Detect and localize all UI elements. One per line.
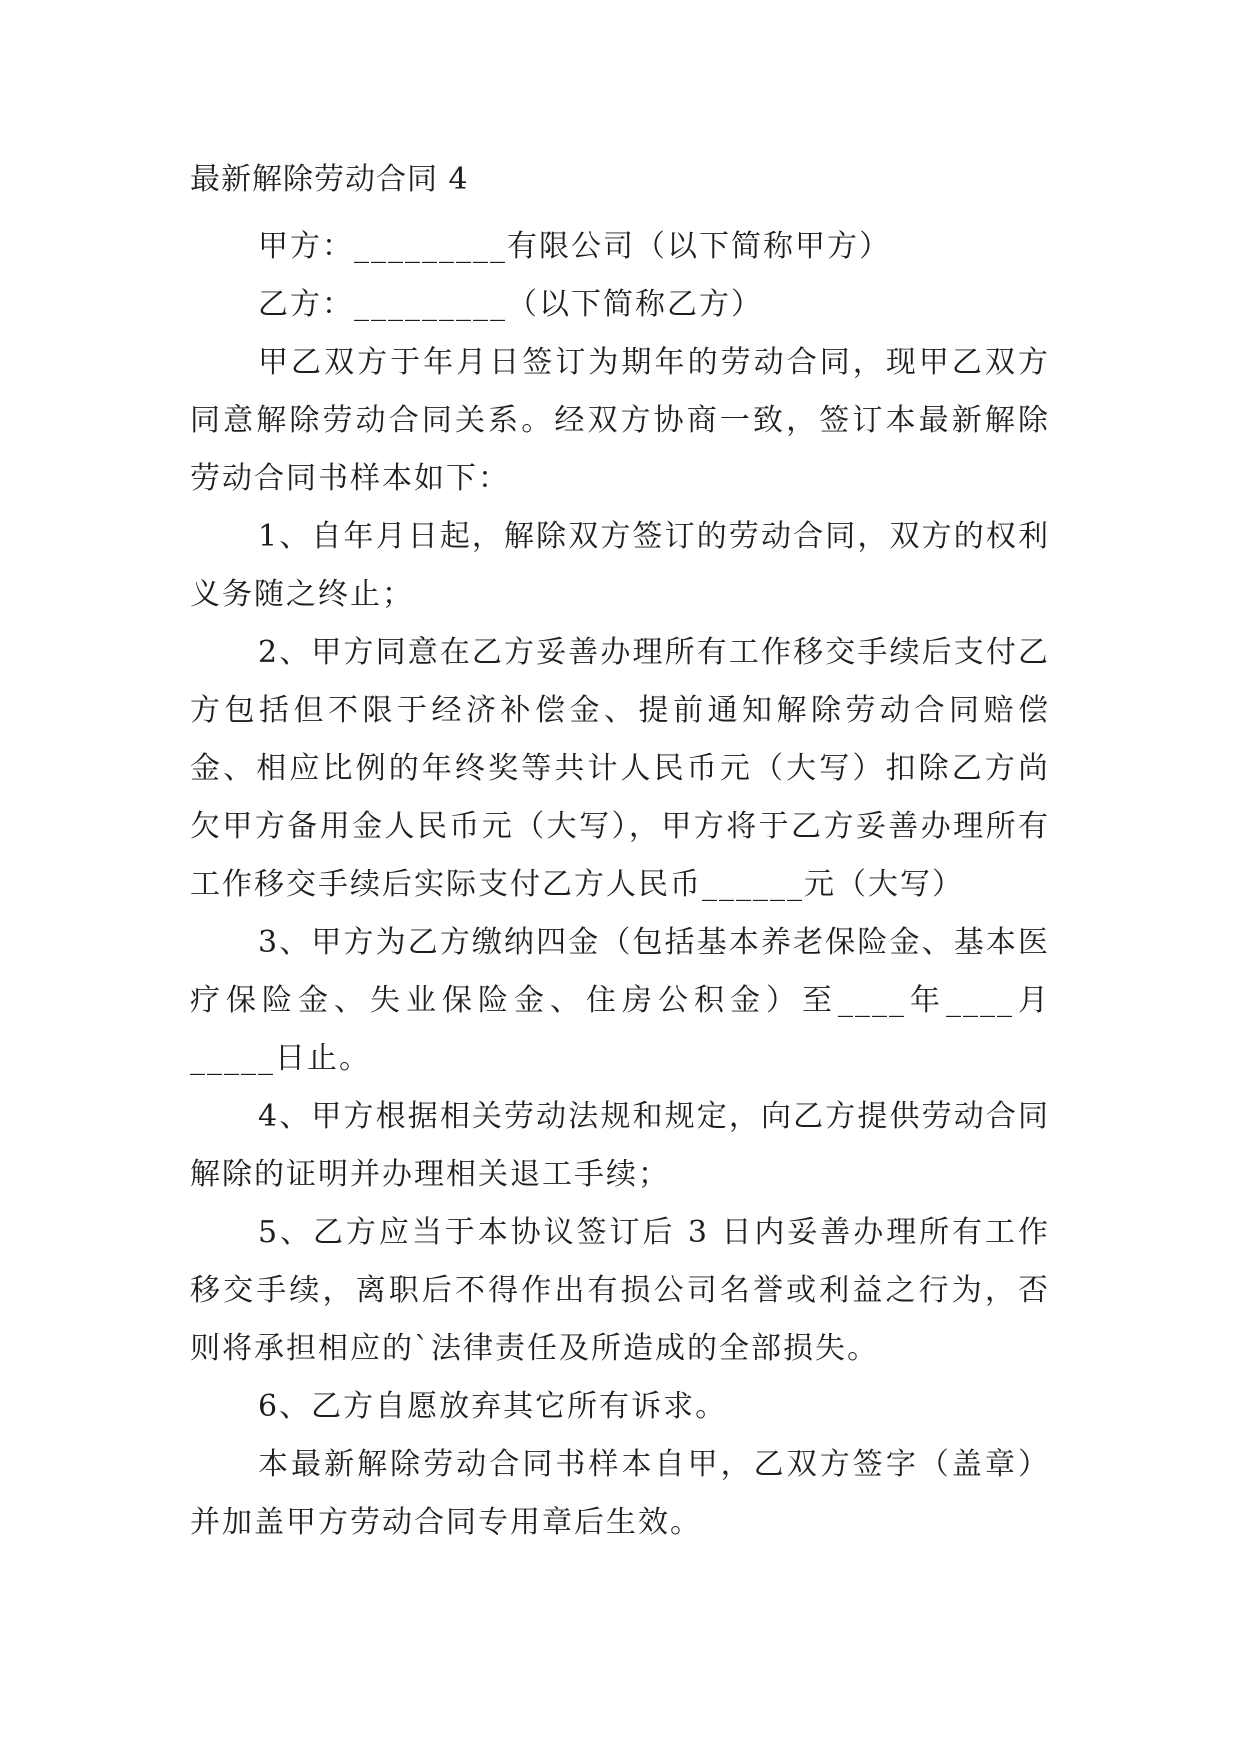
clause-2: 2、甲方同意在乙方妥善办理所有工作移交手续后支付乙方包括但不限于经济补偿金、提前通知解除劳动合同赔偿金、相应比例的年终奖等共计人民币元（大写）扣除乙方尚欠甲方备用金人民币元（大写），甲方将于乙方妥善办理所有工作移交手续后实际支付乙方人民币______元（大写） <box>190 635 1050 902</box>
closing-paragraph: 本最新解除劳动合同书样本自甲，乙双方签字（盖章）并加盖甲方劳动合同专用章后生效。 <box>190 1447 1050 1540</box>
clause-6: 6、乙方自愿放弃其它所有诉求。 <box>258 1389 728 1424</box>
document-title: 最新解除劳动合同 4 <box>190 162 469 197</box>
party-a-line: 甲方：_________有限公司（以下简称甲方） <box>258 229 891 264</box>
intro-paragraph: 甲乙双方于年月日签订为期年的劳动合同，现甲乙双方同意解除劳动合同关系。经双方协商一致，签订本最新解除劳动合同书样本如下： <box>190 345 1050 496</box>
clause-5: 5、乙方应当于本协议签订后 3 日内妥善办理所有工作移交手续，离职后不得作出有损公司名誉或利益之行为，否则将承担相应的`法律责任及所造成的全部损失。 <box>190 1215 1050 1366</box>
clause-3: 3、甲方为乙方缴纳四金（包括基本养老保险金、基本医疗保险金、失业保险金、住房公积金）至____年____月_____日止。 <box>190 925 1050 1076</box>
document-body <box>190 152 1050 1552</box>
party-b-line: 乙方：_________（以下简称乙方） <box>258 287 763 322</box>
clause-4: 4、甲方根据相关劳动法规和规定，向乙方提供劳动合同解除的证明并办理相关退工手续； <box>190 1099 1050 1192</box>
clause-1: 1、自年月日起，解除双方签订的劳动合同，双方的权利义务随之终止； <box>190 519 1050 612</box>
